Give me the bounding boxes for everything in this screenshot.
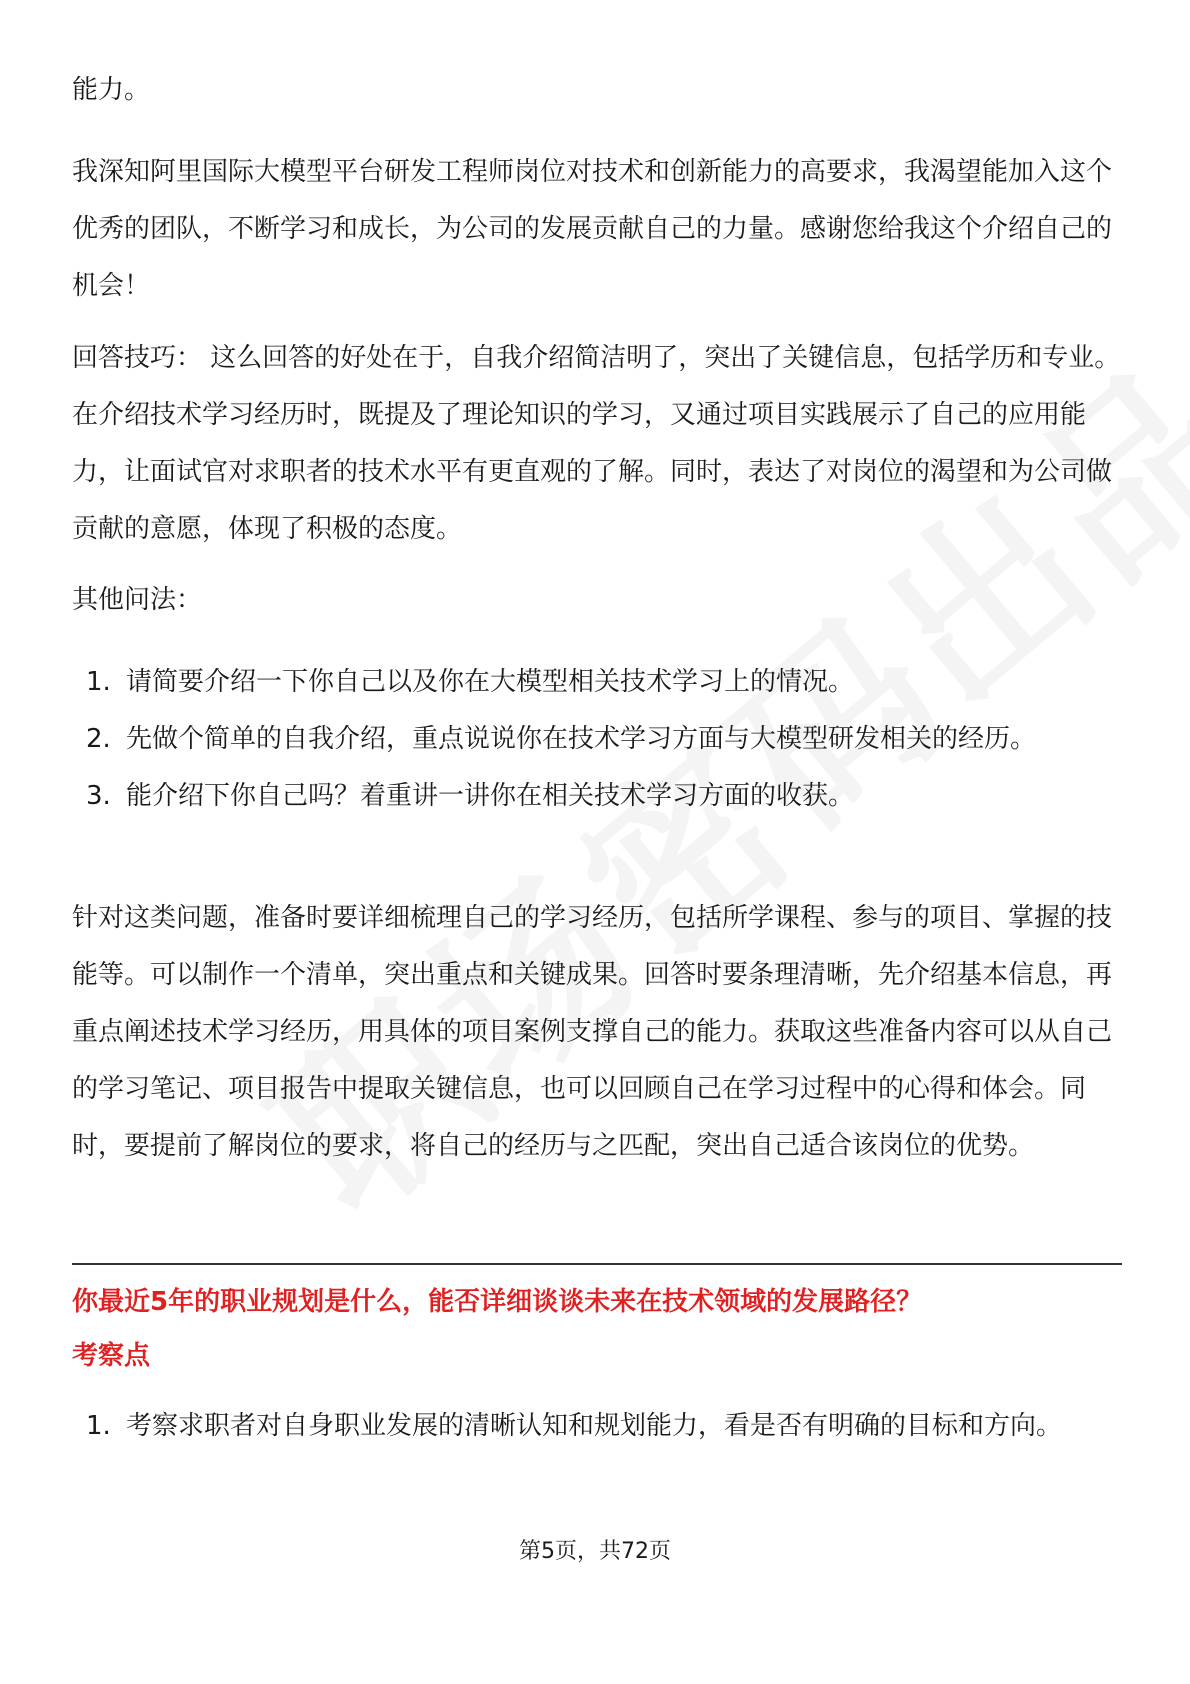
assessment-points-list bbox=[72, 1398, 1122, 1455]
list-item bbox=[72, 1398, 1122, 1455]
paragraph-preparation-advice: 针对这类问题，准备时要详细梳理自己的学习经历，包括所学课程、参与的项目、掌握的技能等。可以制作一个清单，突出重点和关键成果。回答时要条理清晰，先介绍基本信息，再重点阐述技术学习经历，用具体的项目案例支撑自己的能力。获取这些准备内容可以从自己的学习笔记、项目报告中提取关键信息，也可以回顾自己在学习过程中的心得和体会。同时，要提前了解岗位的要求，将自己的经历与之匹配，突出自己适合该岗位的优势。 bbox=[72, 903, 1113, 1161]
list-item-text: 考察求职者对自身职业发展的清晰认知和规划能力，看是否有明确的目标和方向。 bbox=[126, 1411, 1063, 1441]
paragraph-continuation: 能力。 bbox=[72, 75, 151, 105]
list-item bbox=[72, 654, 1122, 711]
question-title: 你最近5年的职业规划是什么，能否详细谈谈未来在技术领域的发展路径？ bbox=[72, 1287, 923, 1317]
list-number: 3. bbox=[86, 781, 111, 811]
list-item-text: 先做个简单的自我介绍，重点说说你在技术学习方面与大模型研发相关的经历。 bbox=[126, 724, 1037, 754]
list-number: 1. bbox=[86, 1411, 111, 1441]
list-number: 2. bbox=[86, 724, 111, 754]
paragraph-answer-tips: 回答技巧： 这么回答的好处在于，自我介绍简洁明了，突出了关键信息，包括学历和专业。在介绍技术学习经历时，既提及了理论知识的学习，又通过项目实践展示了自己的应用能力，让面试官对求职者的技术水平有更直观的了解。同时，表达了对岗位的渴望和为公司做贡献的意愿，体现了积极的态度。 bbox=[72, 343, 1121, 544]
page-footer: 第5页，共72页 bbox=[519, 1539, 671, 1564]
other-questions-list bbox=[72, 654, 1122, 825]
list-item-text: 请简要介绍一下你自己以及你在大模型相关技术学习上的情况。 bbox=[126, 667, 855, 697]
section-divider bbox=[72, 1263, 1122, 1265]
list-item-text: 能介绍下你自己吗？着重讲一讲你在相关技术学习方面的收获。 bbox=[126, 781, 855, 811]
question-subtitle: 考察点 bbox=[72, 1341, 151, 1371]
paragraph-other-asks-heading: 其他问法： bbox=[72, 585, 203, 615]
list-item bbox=[72, 768, 1122, 825]
list-number: 1. bbox=[86, 667, 111, 697]
paragraph-closing: 我深知阿里国际大模型平台研发工程师岗位对技术和创新能力的高要求，我渴望能加入这个优秀的团队，不断学习和成长，为公司的发展贡献自己的力量。感谢您给我这个介绍自己的机会！ bbox=[72, 157, 1113, 301]
list-item bbox=[72, 711, 1122, 768]
